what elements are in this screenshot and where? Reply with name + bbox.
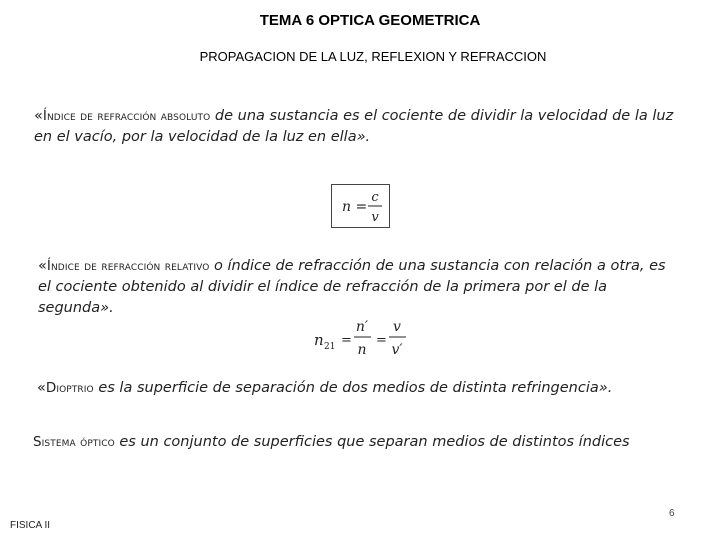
definition-relative-index bbox=[38, 256, 678, 319]
definition-absolute-index bbox=[34, 106, 684, 148]
fraction-1-denominator: n bbox=[357, 342, 367, 358]
definition-optical-system bbox=[33, 432, 683, 453]
formula-subscript: 21 bbox=[324, 342, 336, 352]
formula-absolute-index bbox=[331, 184, 390, 228]
term-relative-index: Índice de refracción relativo bbox=[46, 258, 210, 274]
term-absolute-index: Índice de refracción absoluto bbox=[42, 108, 211, 124]
term-diopter: Dioptrio bbox=[45, 380, 94, 396]
fraction-2-numerator: v bbox=[393, 319, 401, 335]
definition-text: es un conjunto de superficies que separan medios de distintos índices bbox=[114, 434, 630, 450]
quote-mark: « bbox=[37, 380, 46, 396]
definition-text: de una sustancia es el cociente de dividir la velocidad de la luz en el vacío, por la velocidad de la luz en ella». bbox=[34, 108, 674, 145]
formula-numerator: c bbox=[371, 190, 379, 205]
quote-mark: « bbox=[38, 258, 47, 274]
formula-lhs: n bbox=[314, 331, 324, 349]
formula-lhs: n = bbox=[342, 199, 368, 215]
slide-subtitle: PROPAGACION DE LA LUZ, REFLEXION Y REFRACCION bbox=[199, 49, 547, 64]
footer-course: FISICA II bbox=[10, 520, 51, 531]
quote-mark: « bbox=[34, 108, 43, 124]
definition-text: es la superficie de separación de dos medios de distinta refringencia». bbox=[93, 380, 613, 396]
definition-diopter bbox=[37, 378, 687, 399]
fraction-2-denominator: v′ bbox=[391, 342, 403, 358]
equals-sign: = bbox=[376, 333, 387, 348]
fraction-1-numerator: n′ bbox=[355, 319, 369, 335]
equals-sign: = bbox=[341, 333, 352, 348]
definition-text: o índice de refracción de una sustancia con relación a otra, es el cociente obtenido al dividir el índice de refracción de la primera por el de la segunda». bbox=[38, 258, 666, 316]
slide-title: TEMA 6 OPTICA GEOMETRICA bbox=[259, 12, 481, 29]
page-number: 6 bbox=[669, 508, 675, 519]
formula-denominator: v bbox=[371, 210, 379, 225]
formula-relative-index bbox=[310, 316, 420, 362]
term-optical-system: Sistema óptico bbox=[33, 434, 115, 450]
